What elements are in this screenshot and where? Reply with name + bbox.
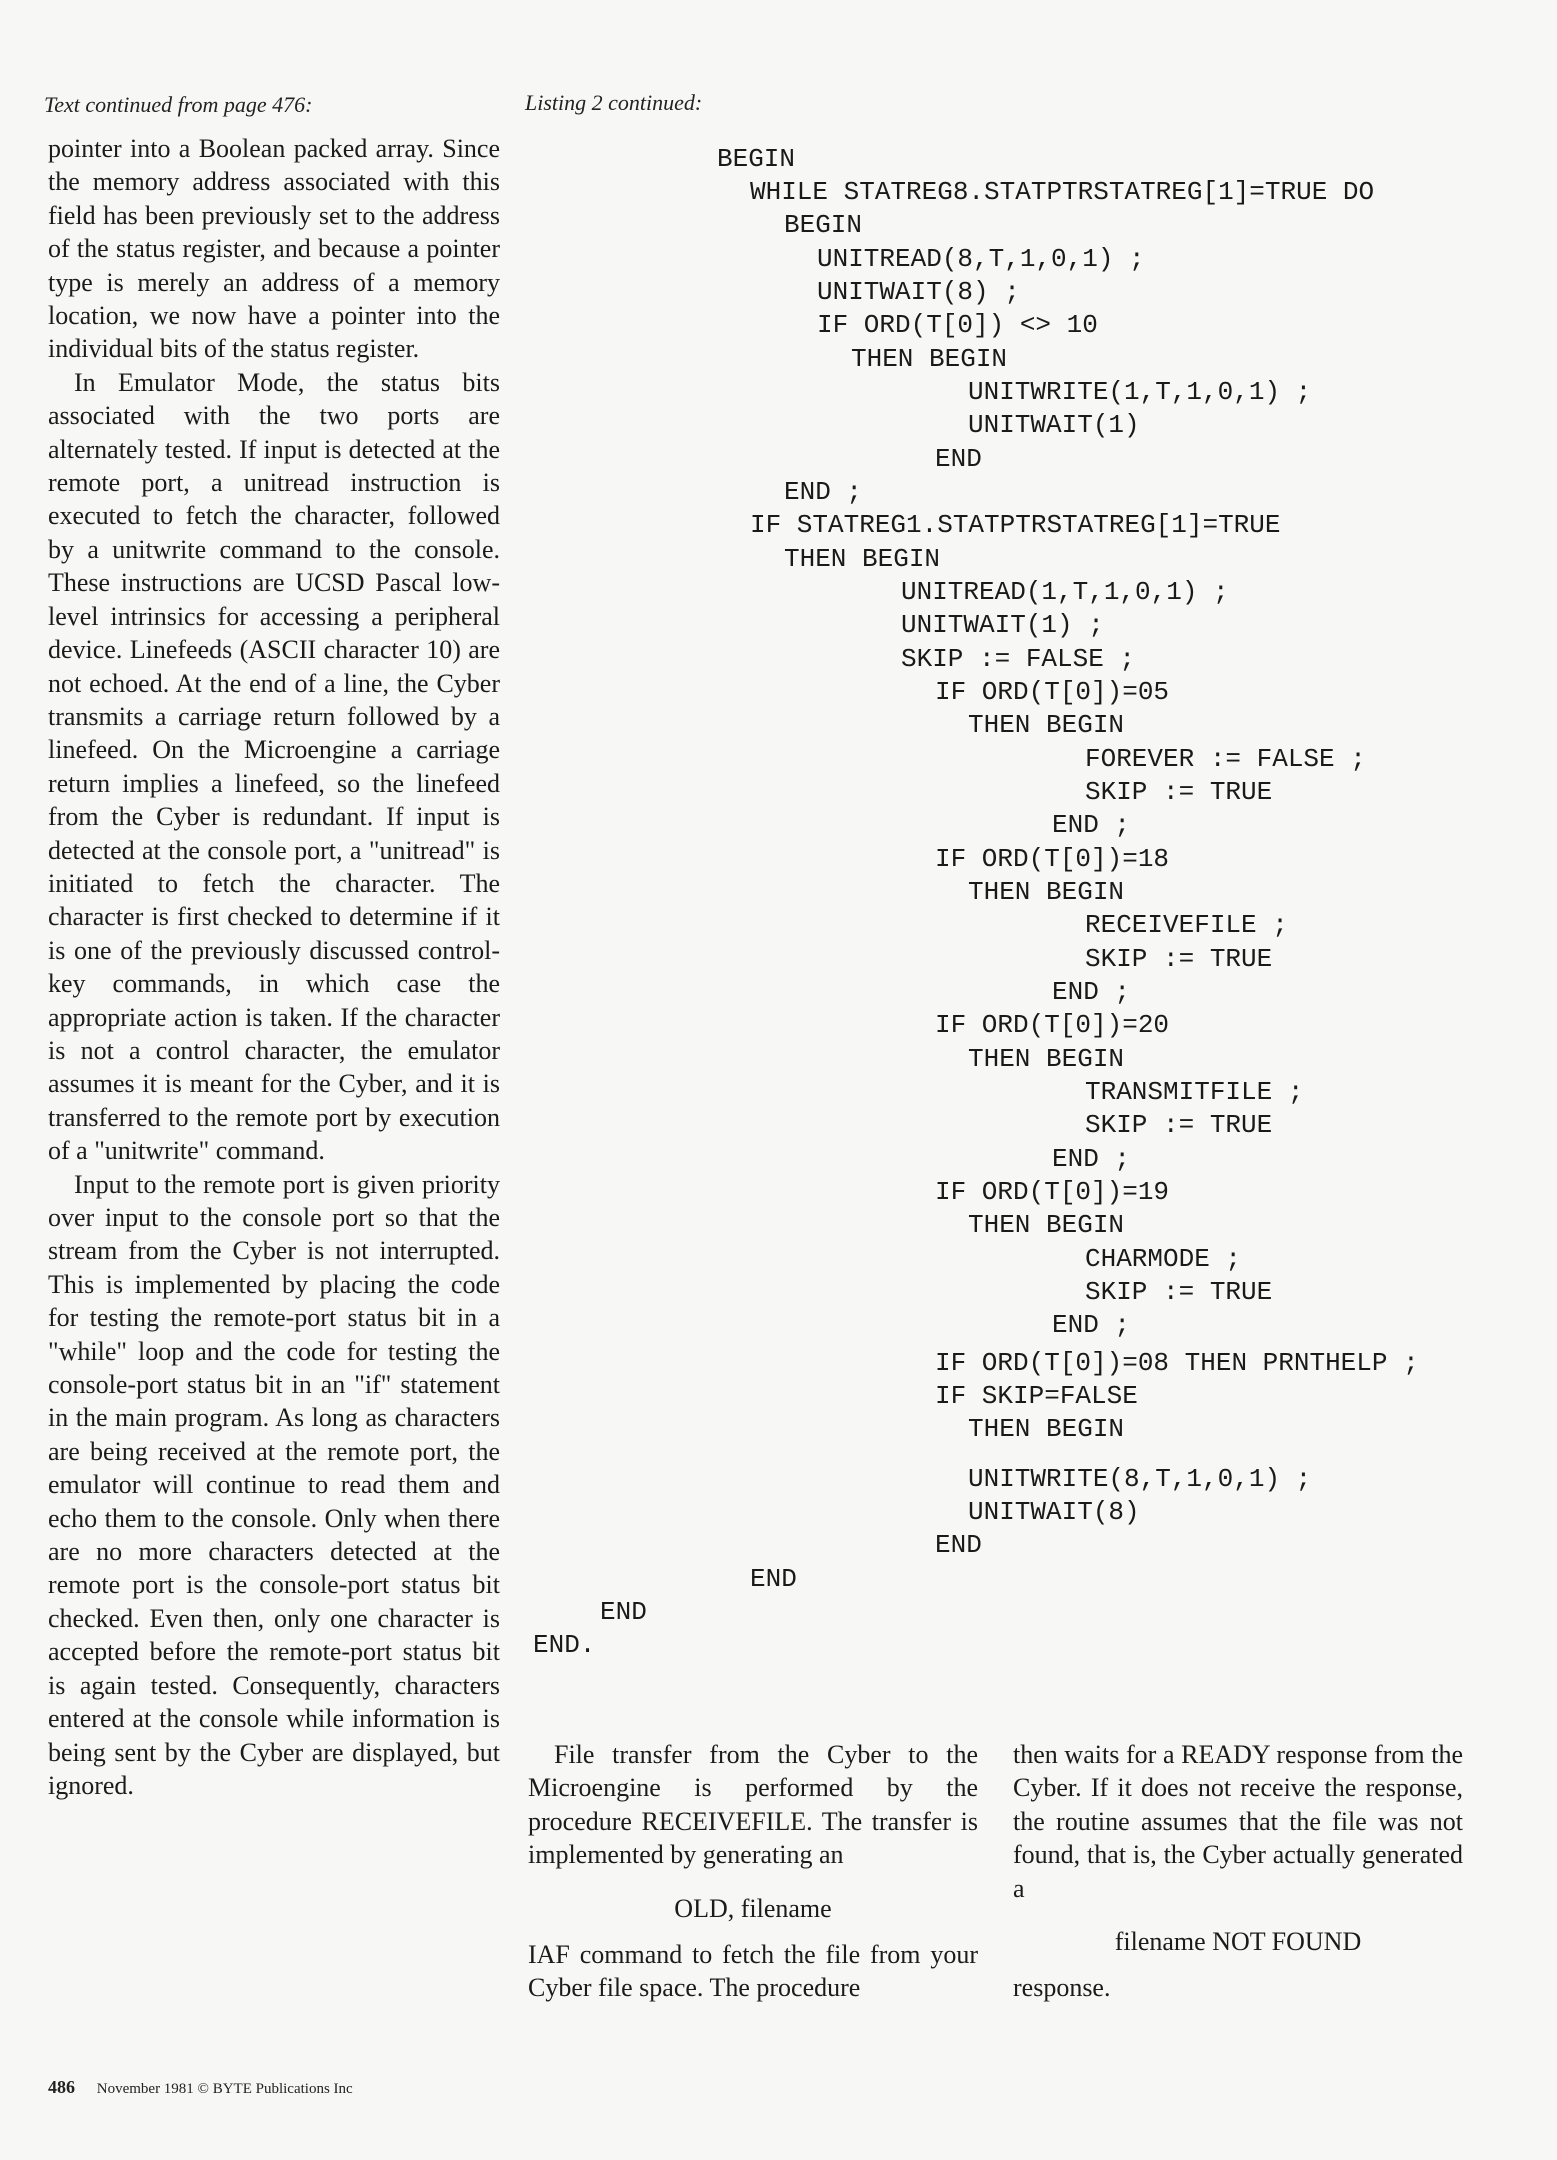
left-paragraph-2: In Emulator Mode, the status bits associated with the two ports are alternately tested. If input is detected at the remote port, a unitread instruction is executed to fetch the character, followed by a unitwrite command to the console. These instructions are UCSD Pascal low-level intrinsics for accessing a peripheral device. Linefeeds (ASCII character 10) are not echoed. At the end of a line, the Cyber transmits a carriage return followed by a linefeed. On the Microengine a carriage return implies a linefeed, so the linefeed from the Cyber is redundant. If input is detected at the console port, a "unitread" is initiated to fetch the character. The character is first checked to determine if it is one of the previously discussed control-key commands, in which case the appropriate action is taken. If the character is not a control character, the emulator assumes it is meant for the Cyber, and it is transferred to the remote port by execution of a "unitwrite" command. [48, 367, 500, 1166]
code-line: END ; [1052, 810, 1131, 840]
page-footer [48, 2077, 353, 2098]
code-line: IF ORD(T[0])=08 THEN PRNTHELP ; [935, 1348, 1419, 1378]
code-line: THEN BEGIN [968, 1044, 1125, 1074]
code-line: FOREVER := FALSE ; [1085, 744, 1366, 774]
code-line: UNITWAIT(1) [968, 410, 1140, 440]
code-line: UNITREAD(1,T,1,0,1) ; [901, 577, 1229, 607]
code-line: IF STATREG1.STATPTRSTATREG[1]=TRUE [750, 510, 1281, 540]
code-line: UNITWAIT(8) [968, 1497, 1140, 1527]
code-line: END ; [1052, 1144, 1131, 1174]
left-paragraph-1: pointer into a Boolean packed array. Since the memory address associated with this field has been previously set to the address of the status register, and because a pointer type is merely an address of a memory location, we now have a pointer into the individual bits of the status register. [48, 134, 500, 364]
continued-from-header: Text continued from page 476: [44, 92, 313, 117]
code-line: CHARMODE ; [1085, 1244, 1242, 1274]
code-line: END ; [1052, 977, 1131, 1007]
footer-credit: November 1981 © BYTE Publications Inc [96, 2081, 353, 2097]
code-line: UNITWAIT(8) ; [817, 277, 1020, 307]
code-line: SKIP := FALSE ; [901, 644, 1136, 674]
left-paragraph-3: Input to the remote port is given priority over input to the console port so that the stream from the Cyber is not interrupted. This is implemented by placing the code for testing the remote-port status bit in a "while" loop and the code for testing the console-port status bit in an "if" statement in the main program. As long as characters are being received at the remote port, the emulator will continue to read them and echo them to the console. Only when there are no more characters detected at the remote port is the console-port status bit checked. Even then, only one character is accepted before the remote-port status bit is again tested. Consequently, characters entered at the console while information is being sent by the Cyber are displayed, but ignored. [48, 1169, 500, 1800]
code-line: THEN BEGIN [851, 344, 1008, 374]
not-found-command: filename NOT FOUND [1114, 1927, 1362, 1957]
right-text-column [1013, 1738, 1463, 2005]
code-line: BEGIN [717, 144, 796, 174]
code-line: END. [533, 1630, 596, 1660]
code-line: SKIP := TRUE [1085, 1277, 1273, 1307]
code-line: END [935, 444, 982, 474]
code-line: IF ORD(T[0])=19 [935, 1177, 1170, 1207]
code-line: END [935, 1530, 982, 1560]
code-line: BEGIN [784, 210, 863, 240]
code-line: IF SKIP=FALSE [935, 1381, 1138, 1411]
right-paragraph-1: then waits for a READY response from the Cyber. If it does not receive the response, the routine assumes that the file was not found, that is, the Cyber actually generated a [1013, 1740, 1463, 1903]
page-number: 486 [48, 2077, 75, 2097]
code-line: UNITWRITE(8,T,1,0,1) ; [968, 1464, 1312, 1494]
code-line: RECEIVEFILE ; [1085, 910, 1288, 940]
code-line: UNITREAD(8,T,1,0,1) ; [817, 244, 1145, 274]
code-line: THEN BEGIN [968, 710, 1125, 740]
code-line: THEN BEGIN [968, 1414, 1125, 1444]
left-text-column [48, 132, 500, 1802]
code-line: TRANSMITFILE ; [1085, 1077, 1304, 1107]
code-line: IF ORD(T[0])=05 [935, 677, 1170, 707]
middle-paragraph-1: File transfer from the Cyber to the Microengine is performed by the procedure RECEIVEFILE. The transfer is implemented by generating an [528, 1740, 978, 1870]
code-line: END [750, 1564, 797, 1594]
code-line: SKIP := TRUE [1085, 1110, 1273, 1140]
code-line: THEN BEGIN [968, 1210, 1125, 1240]
code-line: END ; [1052, 1310, 1131, 1340]
code-line: UNITWAIT(1) ; [901, 610, 1104, 640]
code-line: END [600, 1597, 647, 1627]
code-line: IF ORD(T[0])=20 [935, 1010, 1170, 1040]
code-line: THEN BEGIN [784, 544, 941, 574]
code-line: UNITWRITE(1,T,1,0,1) ; [968, 377, 1312, 407]
listing-continued-header: Listing 2 continued: [525, 90, 703, 115]
code-line: THEN BEGIN [968, 877, 1125, 907]
code-line: IF ORD(T[0]) <> 10 [817, 310, 1098, 340]
middle-paragraph-2: IAF command to fetch the file from your Cyber file space. The procedure [528, 1940, 978, 2003]
code-line: WHILE STATREG8.STATPTRSTATREG[1]=TRUE DO [750, 177, 1375, 207]
code-line: SKIP := TRUE [1085, 777, 1273, 807]
code-line: IF ORD(T[0])=18 [935, 844, 1170, 874]
code-line: END ; [784, 477, 863, 507]
middle-text-column [528, 1738, 978, 2005]
code-line: SKIP := TRUE [1085, 944, 1273, 974]
right-paragraph-2: response. [1013, 1973, 1111, 2003]
old-filename-command: OLD, filename [674, 1893, 832, 1923]
